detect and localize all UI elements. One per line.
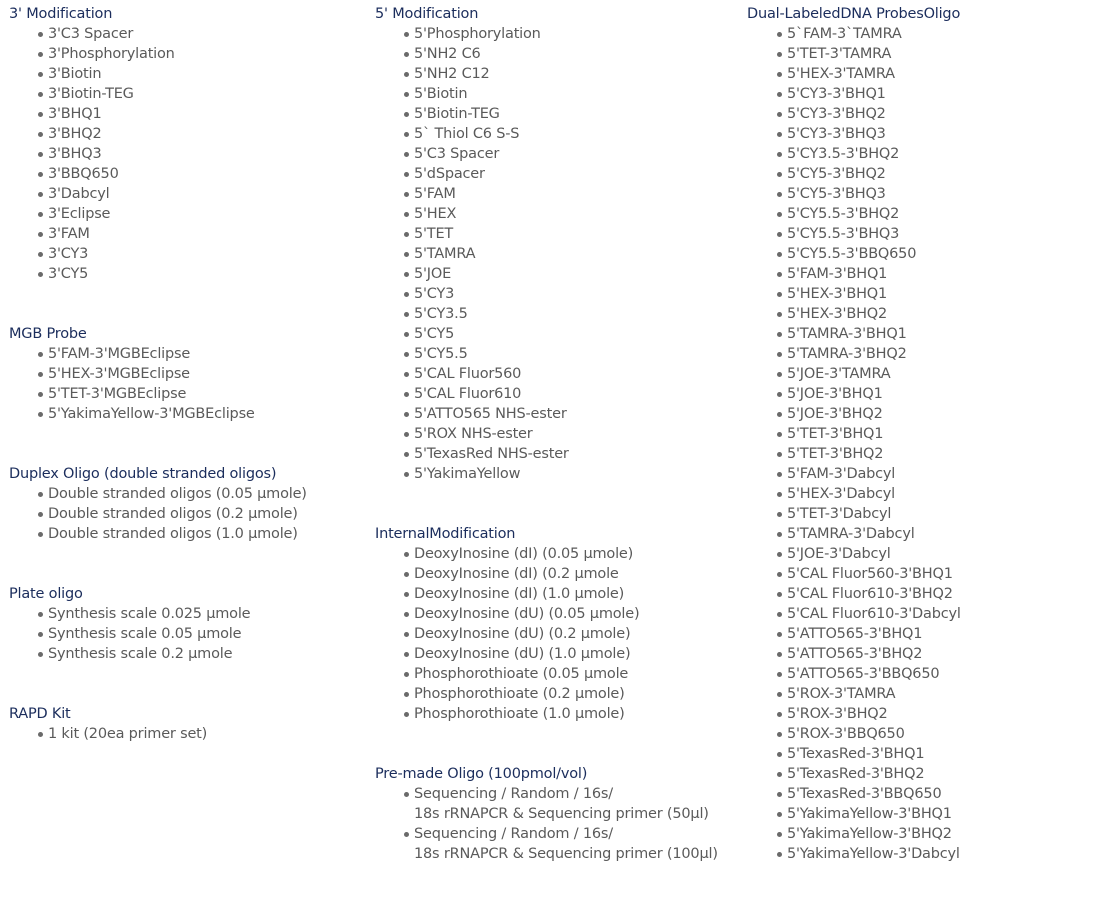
item-list bbox=[375, 784, 740, 864]
list-item: 5'ATTO565-3'BHQ1 bbox=[776, 624, 1097, 644]
list-item: 5'CY3-3'BHQ2 bbox=[776, 104, 1097, 124]
list-item: 5'CY3-3'BHQ3 bbox=[776, 124, 1097, 144]
list-item: 5'JOE bbox=[403, 264, 740, 284]
list-item: 5'FAM-3'BHQ1 bbox=[776, 264, 1097, 284]
list-item: 3'CY3 bbox=[37, 244, 359, 264]
column-middle bbox=[375, 4, 740, 904]
list-item: 5'JOE-3'TAMRA bbox=[776, 364, 1097, 384]
list-item: 3'FAM bbox=[37, 224, 359, 244]
section-3-modification bbox=[9, 4, 359, 284]
list-item: 5'CY3-3'BHQ1 bbox=[776, 84, 1097, 104]
list-item: 5'JOE-3'BHQ2 bbox=[776, 404, 1097, 424]
list-item: 5'CY5-3'BHQ3 bbox=[776, 184, 1097, 204]
section-title: RAPD Kit bbox=[9, 706, 71, 722]
list-item: 5'CAL Fluor610 bbox=[403, 384, 740, 404]
list-item: 3'Biotin-TEG bbox=[37, 84, 359, 104]
list-item: 5'YakimaYellow-3'BHQ2 bbox=[776, 824, 1097, 844]
list-item: 5'YakimaYellow bbox=[403, 464, 740, 484]
list-item: 5'CAL Fluor560 bbox=[403, 364, 740, 384]
list-item: 5'TAMRA-3'BHQ2 bbox=[776, 344, 1097, 364]
list-item: Sequencing / Random / 16s/ 18s rRNAPCR & Sequencing primer (50µl) bbox=[403, 784, 740, 824]
list-item: Synthesis scale 0.05 µmole bbox=[37, 624, 359, 644]
list-item: 3'BBQ650 bbox=[37, 164, 359, 184]
list-item: 5'ROX-3'BHQ2 bbox=[776, 704, 1097, 724]
list-item: 5'CY5.5 bbox=[403, 344, 740, 364]
section-title: Plate oligo bbox=[9, 586, 83, 602]
list-item: 5'CY5.5-3'BHQ3 bbox=[776, 224, 1097, 244]
list-item: 3'C3 Spacer bbox=[37, 24, 359, 44]
section-5-modification bbox=[375, 4, 740, 484]
list-item: DeoxyInosine (dU) (0.05 µmole) bbox=[403, 604, 740, 624]
list-item: 5'CY3 bbox=[403, 284, 740, 304]
list-item: 5` Thiol C6 S-S bbox=[403, 124, 740, 144]
list-item: 5'CY5-3'BHQ2 bbox=[776, 164, 1097, 184]
section-rapd-kit bbox=[9, 704, 359, 744]
item-list bbox=[9, 344, 359, 424]
list-item: 5'TexasRed-3'BHQ2 bbox=[776, 764, 1097, 784]
item-list bbox=[9, 604, 359, 664]
list-item: 5'CAL Fluor560-3'BHQ1 bbox=[776, 564, 1097, 584]
item-list bbox=[375, 24, 740, 484]
list-item: 5'HEX-3'Dabcyl bbox=[776, 484, 1097, 504]
list-item: DeoxyInosine (dU) (1.0 µmole) bbox=[403, 644, 740, 664]
list-item: 5'HEX-3'BHQ1 bbox=[776, 284, 1097, 304]
section-internalmodification bbox=[375, 524, 740, 724]
list-item: 5'HEX-3'BHQ2 bbox=[776, 304, 1097, 324]
item-list bbox=[9, 24, 359, 284]
list-item: 5'TAMRA-3'BHQ1 bbox=[776, 324, 1097, 344]
section-title: Pre-made Oligo (100pmol/vol) bbox=[375, 766, 588, 782]
list-item: 5'YakimaYellow-3'Dabcyl bbox=[776, 844, 1097, 864]
section-duplex-oligo-double-stranded-oligos bbox=[9, 464, 359, 544]
column-right bbox=[747, 4, 1097, 904]
list-item: 5'ATTO565-3'BBQ650 bbox=[776, 664, 1097, 684]
section-title: Duplex Oligo (double stranded oligos) bbox=[9, 466, 277, 482]
section-plate-oligo bbox=[9, 584, 359, 664]
list-item: 5'JOE-3'Dabcyl bbox=[776, 544, 1097, 564]
list-item: 3'Dabcyl bbox=[37, 184, 359, 204]
list-item: Phosphorothioate (0.05 µmole bbox=[403, 664, 740, 684]
list-item: 5'TAMRA bbox=[403, 244, 740, 264]
list-item: Double stranded oligos (0.05 µmole) bbox=[37, 484, 359, 504]
list-item: 5'ROX-3'BBQ650 bbox=[776, 724, 1097, 744]
list-item: 5'TET-3'MGBEclipse bbox=[37, 384, 359, 404]
item-list bbox=[375, 544, 740, 724]
list-item: 3'Eclipse bbox=[37, 204, 359, 224]
list-item: 5'ROX NHS-ester bbox=[403, 424, 740, 444]
list-item: 5'Phosphorylation bbox=[403, 24, 740, 44]
list-item: 5'HEX-3'TAMRA bbox=[776, 64, 1097, 84]
list-item: Double stranded oligos (0.2 µmole) bbox=[37, 504, 359, 524]
item-list bbox=[9, 724, 359, 744]
list-item: 5'HEX bbox=[403, 204, 740, 224]
section-dual-labeleddna-probesoligo bbox=[747, 4, 1097, 864]
list-item: 5'CY3.5 bbox=[403, 304, 740, 324]
list-item: 5'C3 Spacer bbox=[403, 144, 740, 164]
item-list bbox=[9, 484, 359, 544]
item-list bbox=[747, 24, 1097, 864]
list-item: 5'CAL Fluor610-3'Dabcyl bbox=[776, 604, 1097, 624]
list-item: DeoxyInosine (dU) (0.2 µmole) bbox=[403, 624, 740, 644]
list-item: 5'YakimaYellow-3'BHQ1 bbox=[776, 804, 1097, 824]
list-item: 5'JOE-3'BHQ1 bbox=[776, 384, 1097, 404]
list-item: 5'TexasRed NHS-ester bbox=[403, 444, 740, 464]
list-item: DeoxyInosine (dI) (1.0 µmole) bbox=[403, 584, 740, 604]
list-item: 5'ATTO565 NHS-ester bbox=[403, 404, 740, 424]
list-item: 1 kit (20ea primer set) bbox=[37, 724, 359, 744]
list-item: 5'ROX-3'TAMRA bbox=[776, 684, 1097, 704]
section-title: MGB Probe bbox=[9, 326, 87, 342]
list-item: 5'TET-3'TAMRA bbox=[776, 44, 1097, 64]
list-item: Phosphorothioate (0.2 µmole) bbox=[403, 684, 740, 704]
list-item: 5'CY5.5-3'BHQ2 bbox=[776, 204, 1097, 224]
section-mgb-probe bbox=[9, 324, 359, 424]
list-item: 5'CY3.5-3'BHQ2 bbox=[776, 144, 1097, 164]
list-item: Sequencing / Random / 16s/ 18s rRNAPCR & Sequencing primer (100µl) bbox=[403, 824, 740, 864]
list-item: 3'BHQ3 bbox=[37, 144, 359, 164]
list-item: 5'TET-3'Dabcyl bbox=[776, 504, 1097, 524]
section-pre-made-oligo-100pmol-vol bbox=[375, 764, 740, 864]
list-item: DeoxyInosine (dI) (0.05 µmole) bbox=[403, 544, 740, 564]
list-item: 5'NH2 C6 bbox=[403, 44, 740, 64]
list-item: 5'NH2 C12 bbox=[403, 64, 740, 84]
list-item: 5'dSpacer bbox=[403, 164, 740, 184]
list-item: 3'Phosphorylation bbox=[37, 44, 359, 64]
list-item: 5'CY5.5-3'BBQ650 bbox=[776, 244, 1097, 264]
column-left bbox=[9, 4, 359, 784]
list-item: 5'TET bbox=[403, 224, 740, 244]
section-title: InternalModification bbox=[375, 526, 516, 542]
list-item: 5'HEX-3'MGBEclipse bbox=[37, 364, 359, 384]
list-item: 3'Biotin bbox=[37, 64, 359, 84]
list-item: 5'FAM bbox=[403, 184, 740, 204]
list-item: 5'TexasRed-3'BBQ650 bbox=[776, 784, 1097, 804]
list-item: 5`FAM-3`TAMRA bbox=[776, 24, 1097, 44]
section-title: Dual-LabeledDNA ProbesOligo bbox=[747, 6, 961, 22]
list-item: 5'FAM-3'MGBEclipse bbox=[37, 344, 359, 364]
list-item: 5'Biotin-TEG bbox=[403, 104, 740, 124]
list-item: 5'YakimaYellow-3'MGBEclipse bbox=[37, 404, 359, 424]
list-item: 5'Biotin bbox=[403, 84, 740, 104]
list-item: Phosphorothioate (1.0 µmole) bbox=[403, 704, 740, 724]
list-item: 5'TET-3'BHQ2 bbox=[776, 444, 1097, 464]
list-item: 3'CY5 bbox=[37, 264, 359, 284]
list-item: 5'CY5 bbox=[403, 324, 740, 344]
list-item: 3'BHQ2 bbox=[37, 124, 359, 144]
list-item: Synthesis scale 0.2 µmole bbox=[37, 644, 359, 664]
list-item: 5'FAM-3'Dabcyl bbox=[776, 464, 1097, 484]
list-item: 5'TET-3'BHQ1 bbox=[776, 424, 1097, 444]
list-item: 5'CAL Fluor610-3'BHQ2 bbox=[776, 584, 1097, 604]
list-item: Double stranded oligos (1.0 µmole) bbox=[37, 524, 359, 544]
list-item: DeoxyInosine (dI) (0.2 µmole bbox=[403, 564, 740, 584]
section-title: 3' Modification bbox=[9, 6, 113, 22]
list-item: 5'TAMRA-3'Dabcyl bbox=[776, 524, 1097, 544]
list-item: 5'ATTO565-3'BHQ2 bbox=[776, 644, 1097, 664]
section-title: 5' Modification bbox=[375, 6, 479, 22]
list-item: Synthesis scale 0.025 µmole bbox=[37, 604, 359, 624]
list-item: 3'BHQ1 bbox=[37, 104, 359, 124]
list-item: 5'TexasRed-3'BHQ1 bbox=[776, 744, 1097, 764]
